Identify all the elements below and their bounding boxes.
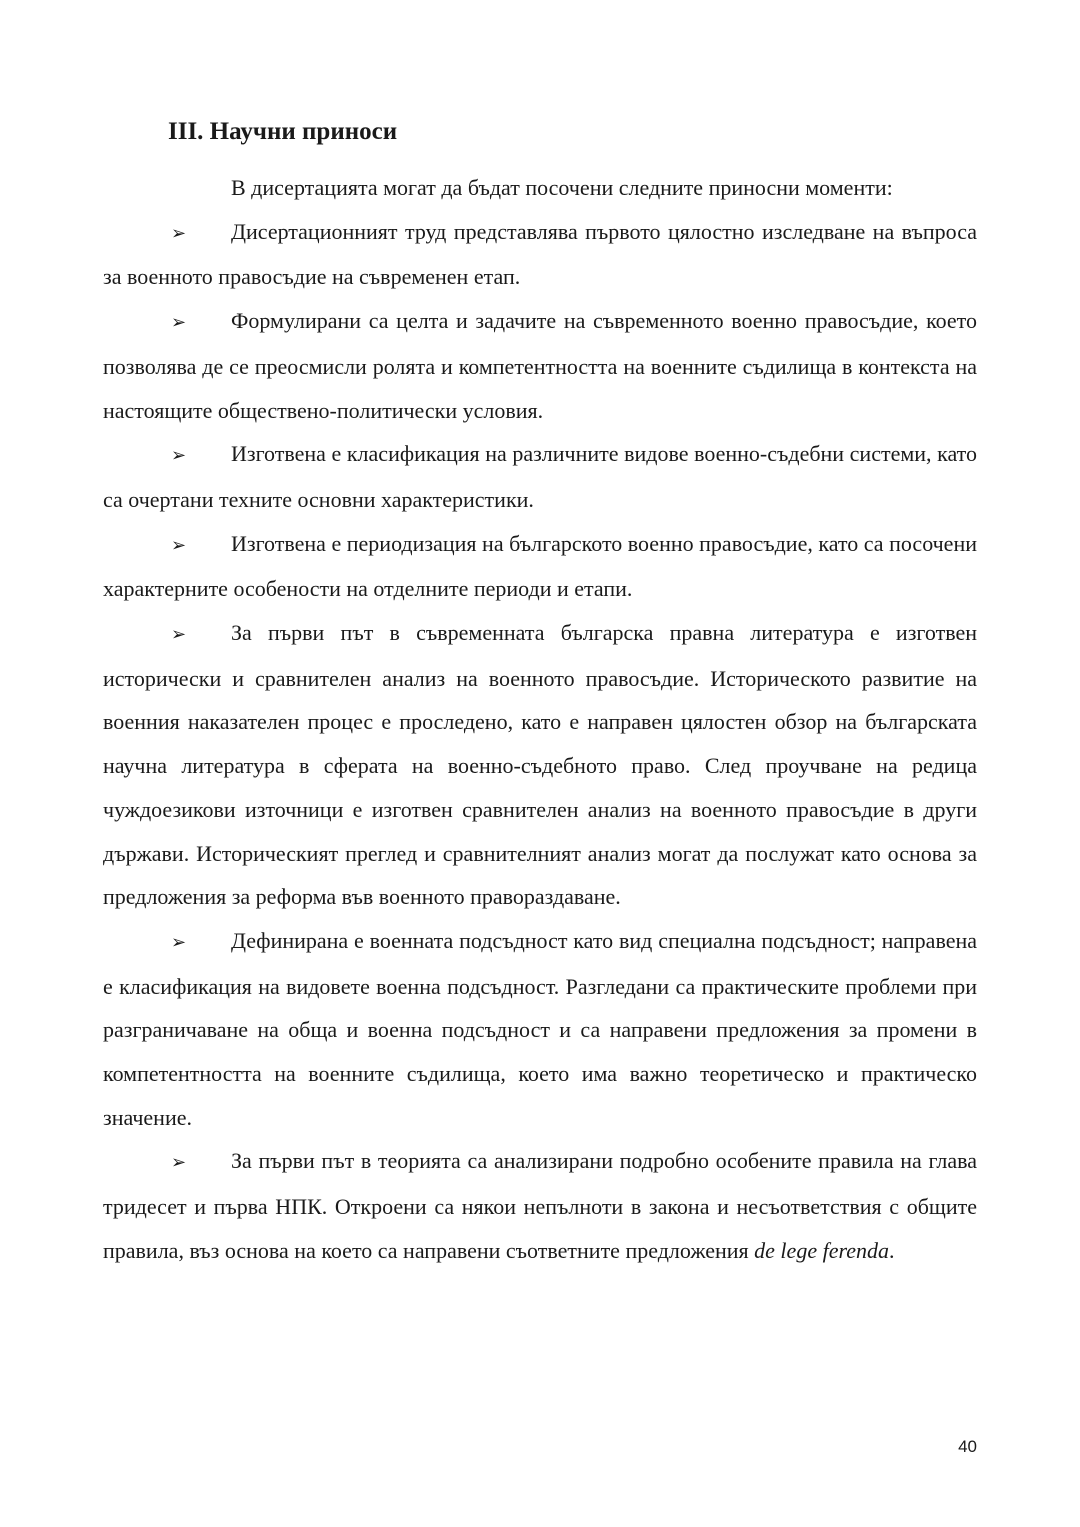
arrow-bullet-icon: ➢ (171, 624, 187, 646)
arrow-bullet-icon: ➢ (171, 931, 187, 953)
list-item (103, 432, 977, 521)
list-item (103, 1139, 977, 1272)
list-item (103, 919, 977, 1140)
intro-paragraph: В дисертацията могат да бъдат посочени следните приносни моменти: (231, 175, 893, 200)
list-item (103, 210, 977, 299)
list-item (103, 522, 977, 611)
list-item-end: . (888, 1237, 895, 1263)
latin-phrase: de lege ferenda (754, 1237, 889, 1263)
arrow-bullet-icon: ➢ (171, 445, 187, 467)
arrow-bullet-icon: ➢ (171, 1152, 187, 1174)
arrow-bullet-icon: ➢ (171, 312, 187, 334)
list-item-text: За първи път в теорията са анализирани подробно особените правила на глава тридесет и първа НПК. Откроени са някои непълноти в закона и несъответствия с общите правила, въз основа на което са направени съответните предложения (103, 1148, 977, 1263)
list-item (103, 299, 977, 432)
document-page (103, 112, 977, 1273)
list-item-text: За първи път в съвременната българска правна литература е изготвен исторически и сравнителен анализ на военното правосъдие. Историческото развитие на военния наказателен процес е проследено, като е направен цялостен обзор на българската научна литература в сферата на военно-съдебното право. След проучване на редица чуждоезикови източници е изготвен сравнителен анализ на военното правосъдие в други държави. Историческият преглед и сравнителният анализ могат да послужат като основа за предложения за реформа във военното правораздаване. (103, 620, 977, 910)
page-number: 40 (958, 1437, 977, 1456)
arrow-bullet-icon: ➢ (171, 534, 187, 556)
list-item-text: Изготвена е класификация на различните видове военно-съдебни системи, като са очертани техните основни характеристики. (103, 441, 977, 512)
list-item (103, 611, 977, 919)
list-item-text: Изготвена е периодизация на българското военно правосъдие, като са посочени характерните особености на отделните периоди и етапи. (103, 530, 977, 602)
section-heading: III. Научни приноси (168, 118, 398, 145)
arrow-bullet-icon: ➢ (171, 222, 187, 244)
list-item-text: Формулирани са целта и задачите на съвременното военно правосъдие, което позволява де се преосмисли ролята и компетентността на военните съдилища в контекста на настоящите обществено-политически условия. (103, 308, 977, 423)
list-item-text: Дефинирана е военната подсъдност като вид специална подсъдност; направена е класификация на видовете военна подсъдност. Разгледани са практическите проблеми при разграничаване на обща и военна подсъдност и са направени предложения за промени в компетентността на военните съдилища, което има важно теоретическо и практическо значение. (103, 927, 977, 1130)
list-item-text: Дисертационният труд представлява първото цялостно изследване на въпроса за военното правосъдие на съвременен етап. (103, 218, 977, 290)
